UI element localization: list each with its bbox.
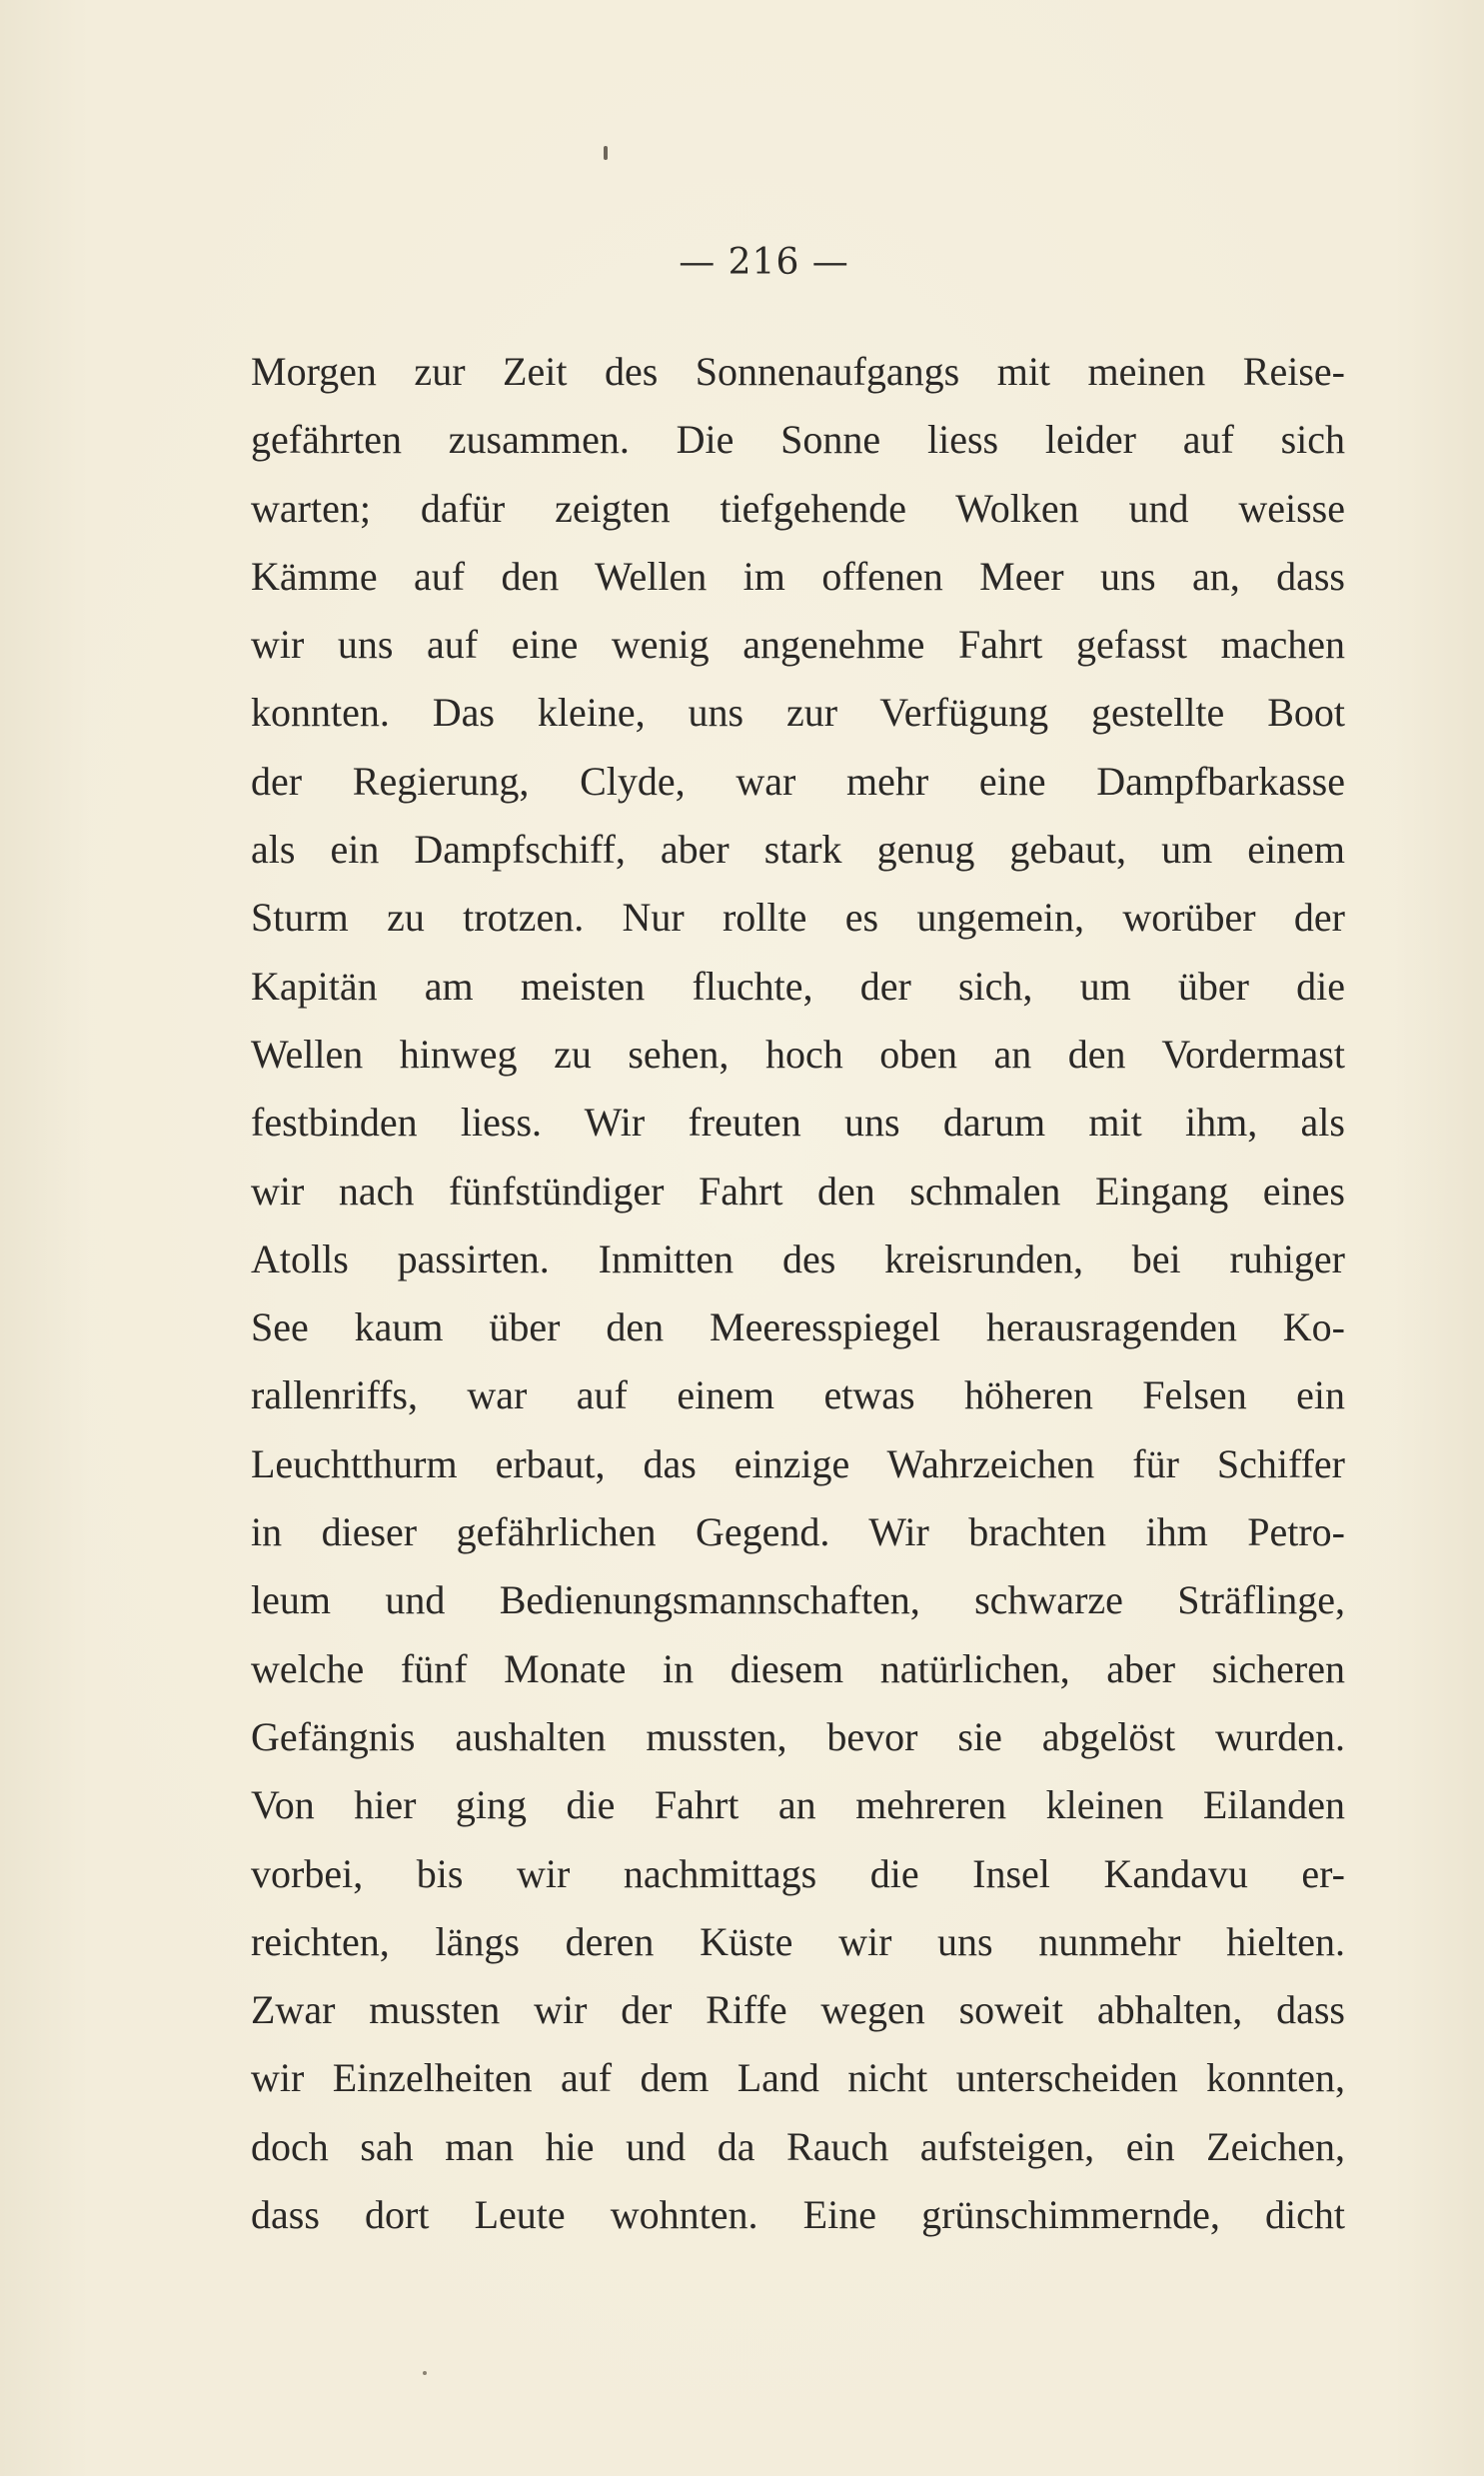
text-line: See kaum über den Meeresspiegel herausragenden Ko-	[251, 1304, 1345, 1350]
text-line: Von hier ging die Fahrt an mehreren kleinen Eilanden	[251, 1782, 1345, 1828]
text-line: wir uns auf eine wenig angenehme Fahrt gefasst machen	[251, 622, 1345, 668]
text-line: Kapitän am meisten fluchte, der sich, um über die	[251, 963, 1345, 1009]
text-line: Wellen hinweg zu sehen, hoch oben an den Vordermast	[251, 1031, 1345, 1077]
text-line: Zwar mussten wir der Riffe wegen soweit abhalten, dass	[251, 1987, 1345, 2033]
text-line: reichten, längs deren Küste wir uns nunmehr hielten.	[251, 1918, 1345, 1964]
text-line: gefährten zusammen. Die Sonne liess leider auf sich	[251, 417, 1345, 463]
text-line: wir Einzelheiten auf dem Land nicht unterscheiden konnten,	[251, 2055, 1345, 2101]
text-line: welche fünf Monate in diesem natürlichen, aber sicheren	[251, 1645, 1345, 1691]
text-line: doch sah man hie und da Rauch aufsteigen, ein Zeichen,	[251, 2123, 1345, 2169]
text-line: Gefängnis aushalten mussten, bevor sie abgelöst wurden.	[251, 1713, 1345, 1759]
text-line: Leuchtthurm erbaut, das einzige Wahrzeichen für Schiffer	[251, 1440, 1345, 1486]
page-number-header: — 216 —	[679, 242, 849, 283]
text-line: als ein Dampfschiff, aber stark genug gebaut, um einem	[251, 827, 1345, 873]
text-line: festbinden liess. Wir freuten uns darum mit ihm, als	[251, 1100, 1345, 1146]
paper-speck	[423, 2371, 427, 2375]
text-line: der Regierung, Clyde, war mehr eine Dampfbarkasse	[251, 758, 1345, 804]
body-text	[251, 338, 1345, 2249]
text-line: warten; dafür zeigten tiefgehende Wolken und weisse	[251, 485, 1345, 531]
text-line: in dieser gefährlichen Gegend. Wir brachten ihm Petro-	[251, 1509, 1345, 1555]
ink-mark	[604, 146, 608, 160]
text-line: vorbei, bis wir nachmittags die Insel Kandavu er-	[251, 1850, 1345, 1896]
text-line: wir nach fünfstündiger Fahrt den schmalen Eingang eines	[251, 1168, 1345, 1214]
text-line: Sturm zu trotzen. Nur rollte es ungemein, worüber der	[251, 895, 1345, 941]
text-line: leum und Bedienungsmannschaften, schwarze Sträflinge,	[251, 1577, 1345, 1623]
text-line: Atolls passirten. Inmitten des kreisrunden, bei ruhiger	[251, 1236, 1345, 1281]
text-line: Kämme auf den Wellen im offenen Meer uns an, dass	[251, 553, 1345, 599]
text-line: rallenriffs, war auf einem etwas höheren Felsen ein	[251, 1372, 1345, 1418]
text-line: konnten. Das kleine, uns zur Verfügung gestellte Boot	[251, 690, 1345, 736]
text-line: Morgen zur Zeit des Sonnenaufgangs mit meinen Reise-	[251, 349, 1345, 394]
text-line: dass dort Leute wohnten. Eine grünschimmernde, dicht	[251, 2192, 1345, 2238]
